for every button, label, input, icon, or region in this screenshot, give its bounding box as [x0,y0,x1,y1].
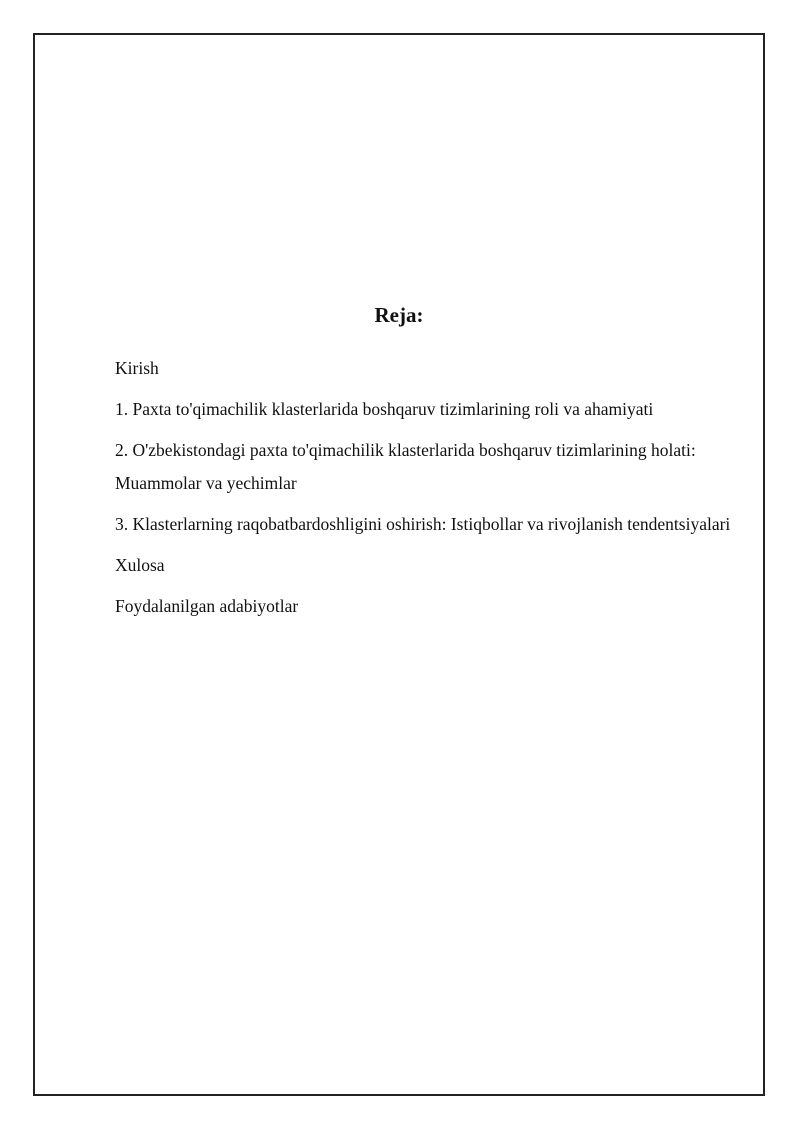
toc-item-conclusion: Xulosa [115,555,165,575]
page-title: Reja: [374,303,424,327]
toc-item-section-2: 2. O'zbekistondagi paxta to'qimachilik klasterlarida boshqaruv tizimlarining holati: Muammolar va yechimlar [115,440,696,493]
toc-item-introduction: Kirish [115,358,159,378]
toc-item-section-3: 3. Klasterlarning raqobatbardoshligini oshirish: Istiqbollar va rivojlanish tendentsiyalari [115,514,731,534]
table-of-contents [115,352,745,631]
toc-item-section-1: 1. Paxta to'qimachilik klasterlarida boshqaruv tizimlarining roli va ahamiyati [115,399,654,419]
document-page [33,33,765,1096]
toc-item-references: Foydalanilgan adabiyotlar [115,596,299,616]
